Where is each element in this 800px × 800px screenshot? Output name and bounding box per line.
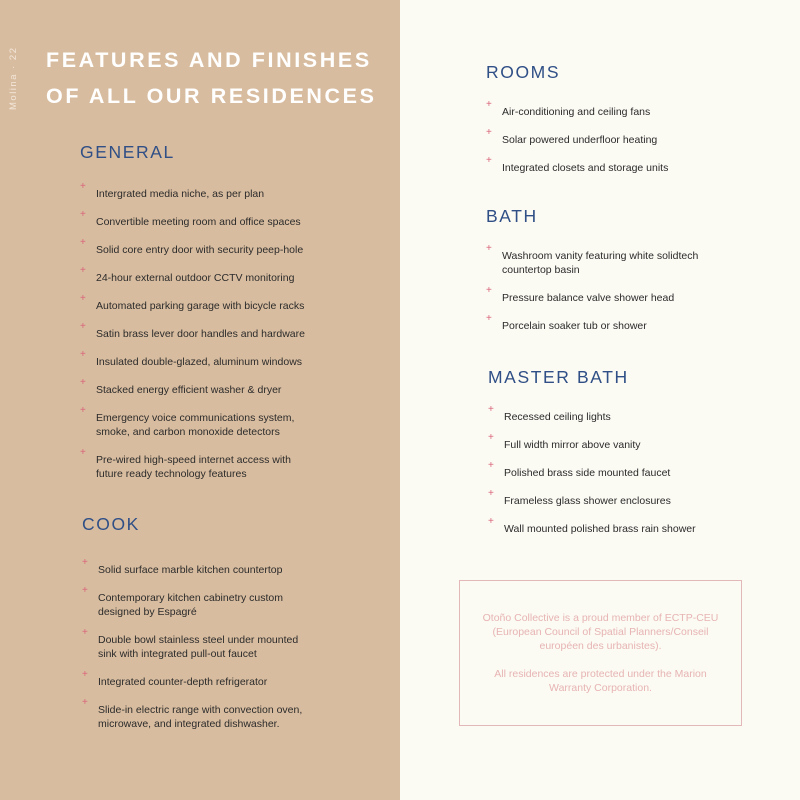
list-item-text: Solid core entry door with security peep-hole	[96, 244, 304, 256]
list-item	[80, 405, 310, 439]
rooms-section	[486, 62, 766, 175]
list-item	[486, 155, 726, 175]
bath-features-list	[486, 243, 721, 333]
plus-bullet-icon: +	[80, 349, 86, 360]
plus-bullet-icon: +	[488, 404, 494, 415]
cook-heading: COOK	[82, 514, 140, 534]
plus-bullet-icon: +	[82, 585, 88, 596]
list-item	[488, 460, 728, 480]
list-item-text: Double bowl stainless steel under mounted sink with integrated pull-out faucet	[98, 634, 299, 660]
list-item	[80, 237, 310, 257]
list-item	[80, 209, 310, 229]
page-marker: Molina · 22	[8, 46, 19, 110]
list-item-text: Contemporary kitchen cabinetry custom designed by Espagré	[98, 592, 283, 618]
list-item	[82, 627, 312, 661]
list-item-text: Convertible meeting room and office spaces	[96, 216, 301, 228]
list-item	[80, 349, 310, 369]
plus-bullet-icon: +	[82, 627, 88, 638]
plus-bullet-icon: +	[488, 516, 494, 527]
list-item	[488, 516, 728, 536]
cook-features-list	[82, 557, 312, 731]
bath-heading: BATH	[486, 206, 538, 226]
general-section	[80, 142, 380, 481]
plus-bullet-icon: +	[486, 155, 492, 166]
plus-bullet-icon: +	[80, 237, 86, 248]
list-item	[80, 447, 310, 481]
list-item	[80, 293, 310, 313]
plus-bullet-icon: +	[486, 285, 492, 296]
list-item	[488, 432, 728, 452]
plus-bullet-icon: +	[80, 405, 86, 416]
plus-bullet-icon: +	[80, 293, 86, 304]
list-item	[82, 557, 312, 577]
list-item	[486, 243, 721, 277]
list-item	[80, 377, 310, 397]
master-bath-heading: MASTER BATH	[488, 367, 629, 387]
plus-bullet-icon: +	[488, 432, 494, 443]
page-title	[46, 42, 377, 114]
list-item	[486, 313, 721, 333]
plus-bullet-icon: +	[486, 313, 492, 324]
general-features-list	[80, 181, 310, 481]
list-item-text: Washroom vanity featuring white solidtech countertop basin	[502, 250, 699, 276]
list-item	[488, 488, 728, 508]
list-item	[486, 285, 721, 305]
list-item	[80, 265, 310, 285]
list-item-text: Pressure balance valve shower head	[502, 292, 675, 304]
master-bath-section	[488, 367, 768, 536]
plus-bullet-icon: +	[80, 321, 86, 332]
list-item-text: Porcelain soaker tub or shower	[502, 320, 647, 332]
plus-bullet-icon: +	[82, 557, 88, 568]
list-item-text: Satin brass lever door handles and hardware	[96, 328, 305, 340]
plus-bullet-icon: +	[488, 488, 494, 499]
list-item-text: Emergency voice communications system, smoke, and carbon monoxide detectors	[96, 412, 295, 438]
cook-section	[82, 514, 382, 731]
list-item-text: Recessed ceiling lights	[504, 411, 611, 423]
membership-notice-box	[459, 580, 742, 726]
list-item	[488, 404, 728, 424]
plus-bullet-icon: +	[80, 377, 86, 388]
list-item	[82, 669, 312, 689]
rooms-features-list	[486, 99, 726, 175]
list-item	[80, 181, 310, 201]
list-item-text: Wall mounted polished brass rain shower	[504, 523, 696, 535]
plus-bullet-icon: +	[488, 460, 494, 471]
plus-bullet-icon: +	[80, 209, 86, 220]
list-item-text: Air-conditioning and ceiling fans	[502, 106, 651, 118]
page-title-line-1: FEATURES AND FINISHES	[46, 48, 372, 72]
plus-bullet-icon: +	[486, 99, 492, 110]
list-item-text: 24-hour external outdoor CCTV monitoring	[96, 272, 295, 284]
list-item-text: Integrated counter-depth refrigerator	[98, 676, 268, 688]
list-item-text: Slide-in electric range with convection oven, microwave, and integrated dishwasher.	[98, 704, 303, 730]
list-item-text: Pre-wired high-speed internet access with future ready technology features	[96, 454, 291, 480]
list-item-text: Integrated closets and storage units	[502, 162, 669, 174]
list-item-text: Solid surface marble kitchen countertop	[98, 564, 283, 576]
general-heading: GENERAL	[80, 142, 175, 162]
list-item	[82, 697, 312, 731]
plus-bullet-icon: +	[82, 697, 88, 708]
list-item-text: Intergrated media niche, as per plan	[96, 188, 265, 200]
bath-section	[486, 206, 766, 333]
list-item-text: Stacked energy efficient washer & dryer	[96, 384, 282, 396]
plus-bullet-icon: +	[80, 447, 86, 458]
membership-notice-text: Otoño Collective is a proud member of ECTP-CEU (European Council of Spatial Planners/Conseil européen des urbanistes).	[482, 612, 719, 652]
list-item-text: Insulated double-glazed, aluminum windows	[96, 356, 303, 368]
page-title-line-2: OF ALL OUR RESIDENCES	[46, 84, 377, 108]
warranty-notice-text: All residences are protected under the Marion Warranty Corporation.	[494, 668, 707, 694]
rooms-heading: ROOMS	[486, 62, 561, 82]
plus-bullet-icon: +	[80, 265, 86, 276]
plus-bullet-icon: +	[82, 669, 88, 680]
list-item	[82, 585, 312, 619]
plus-bullet-icon: +	[80, 181, 86, 192]
plus-bullet-icon: +	[486, 243, 492, 254]
plus-bullet-icon: +	[486, 127, 492, 138]
list-item-text: Automated parking garage with bicycle racks	[96, 300, 305, 312]
list-item-text: Polished brass side mounted faucet	[504, 467, 671, 479]
list-item	[80, 321, 310, 341]
list-item	[486, 127, 726, 147]
list-item-text: Full width mirror above vanity	[504, 439, 641, 451]
list-item	[486, 99, 726, 119]
list-item-text: Solar powered underfloor heating	[502, 134, 658, 146]
list-item-text: Frameless glass shower enclosures	[504, 495, 671, 507]
master-bath-features-list	[488, 404, 728, 536]
